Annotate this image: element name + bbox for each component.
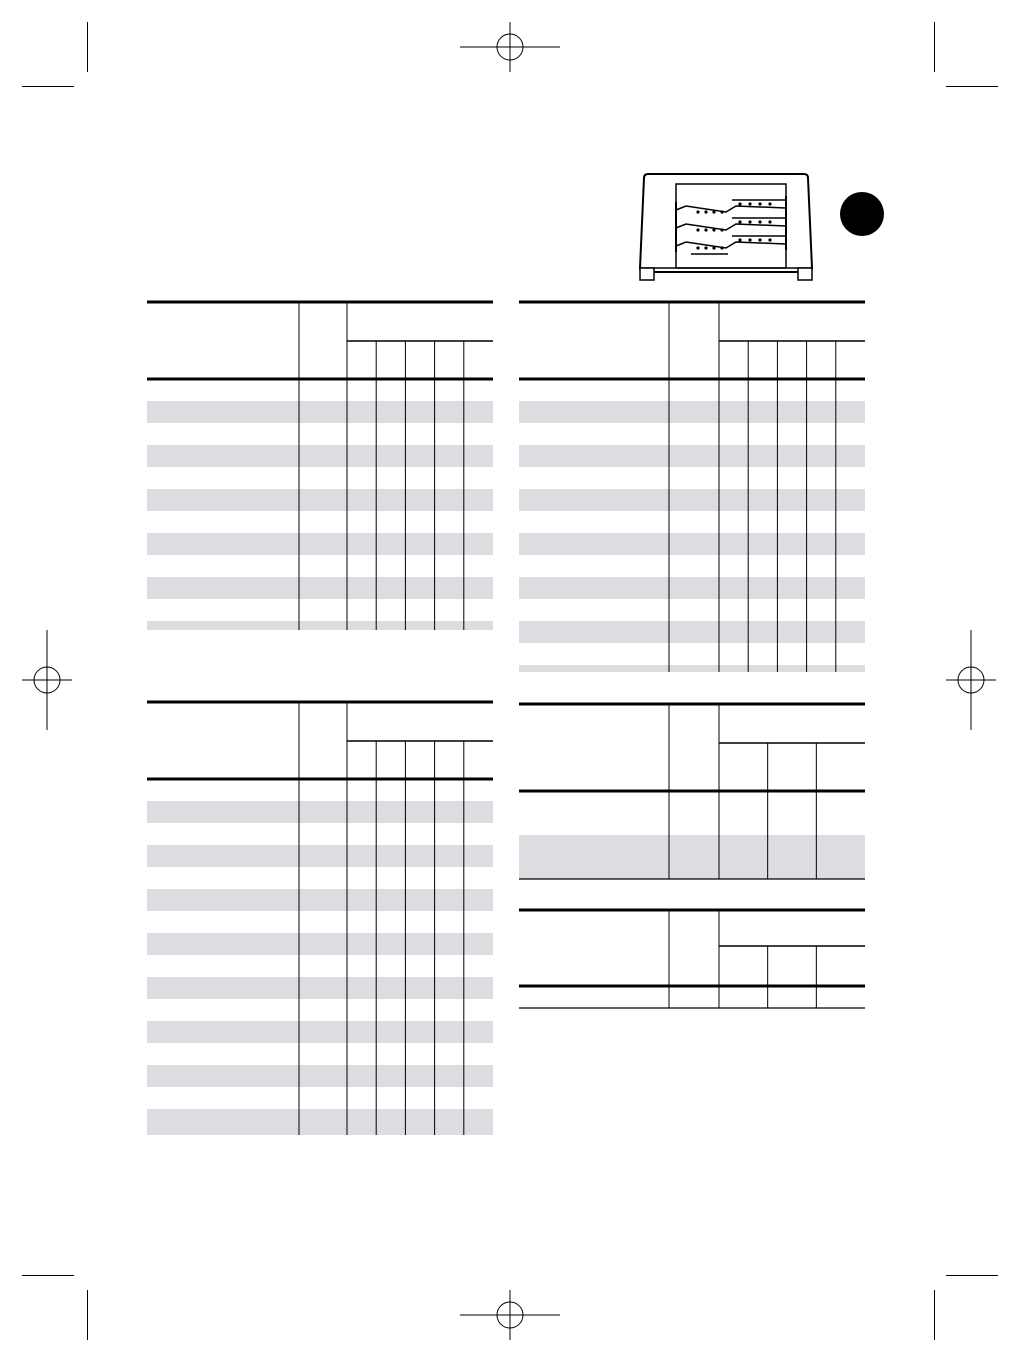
shaded-row [147, 445, 493, 467]
shaded-row [147, 889, 493, 911]
table-mid-right-grid [519, 702, 865, 882]
shaded-row [147, 933, 493, 955]
shaded-row [147, 577, 493, 599]
shaded-row [519, 401, 865, 423]
table-small-right [519, 908, 865, 1014]
shaded-row [519, 835, 865, 879]
table-bottom-left-grid [147, 700, 493, 1135]
shaded-row [147, 845, 493, 867]
table-bottom-left [147, 700, 493, 1135]
table-top-right [519, 300, 865, 672]
crop-mark [934, 22, 935, 72]
shaded-row [147, 1109, 493, 1135]
crop-mark [22, 1275, 74, 1276]
crop-mark [87, 1290, 88, 1340]
registration-target-icon [22, 630, 72, 730]
shaded-row [519, 577, 865, 599]
shaded-row [147, 801, 493, 823]
black-circle-badge [838, 190, 886, 238]
crop-mark [946, 86, 998, 87]
shaded-row [519, 489, 865, 511]
shaded-row [147, 621, 493, 630]
shaded-row [147, 1021, 493, 1043]
shaded-row [519, 445, 865, 467]
table-top-left-grid [147, 300, 493, 630]
table-top-right-grid [519, 300, 865, 672]
shaded-row [147, 401, 493, 423]
shaded-row [147, 533, 493, 555]
registration-target-icon [946, 630, 996, 730]
table-small-right-grid [519, 908, 865, 1014]
shaded-row [519, 621, 865, 643]
crop-mark [22, 86, 74, 87]
crop-mark [87, 22, 88, 72]
shaded-row [519, 665, 865, 672]
shaded-row [147, 977, 493, 999]
table-top-left [147, 300, 493, 630]
registration-target-icon [460, 1290, 560, 1340]
shaded-row [519, 533, 865, 555]
table-mid-right [519, 702, 865, 882]
crop-mark [946, 1275, 998, 1276]
crop-mark [934, 1290, 935, 1340]
shaded-row [147, 1065, 493, 1087]
shaded-row [147, 489, 493, 511]
registration-target-icon [460, 22, 560, 72]
oven-with-racks-icon [636, 172, 816, 284]
